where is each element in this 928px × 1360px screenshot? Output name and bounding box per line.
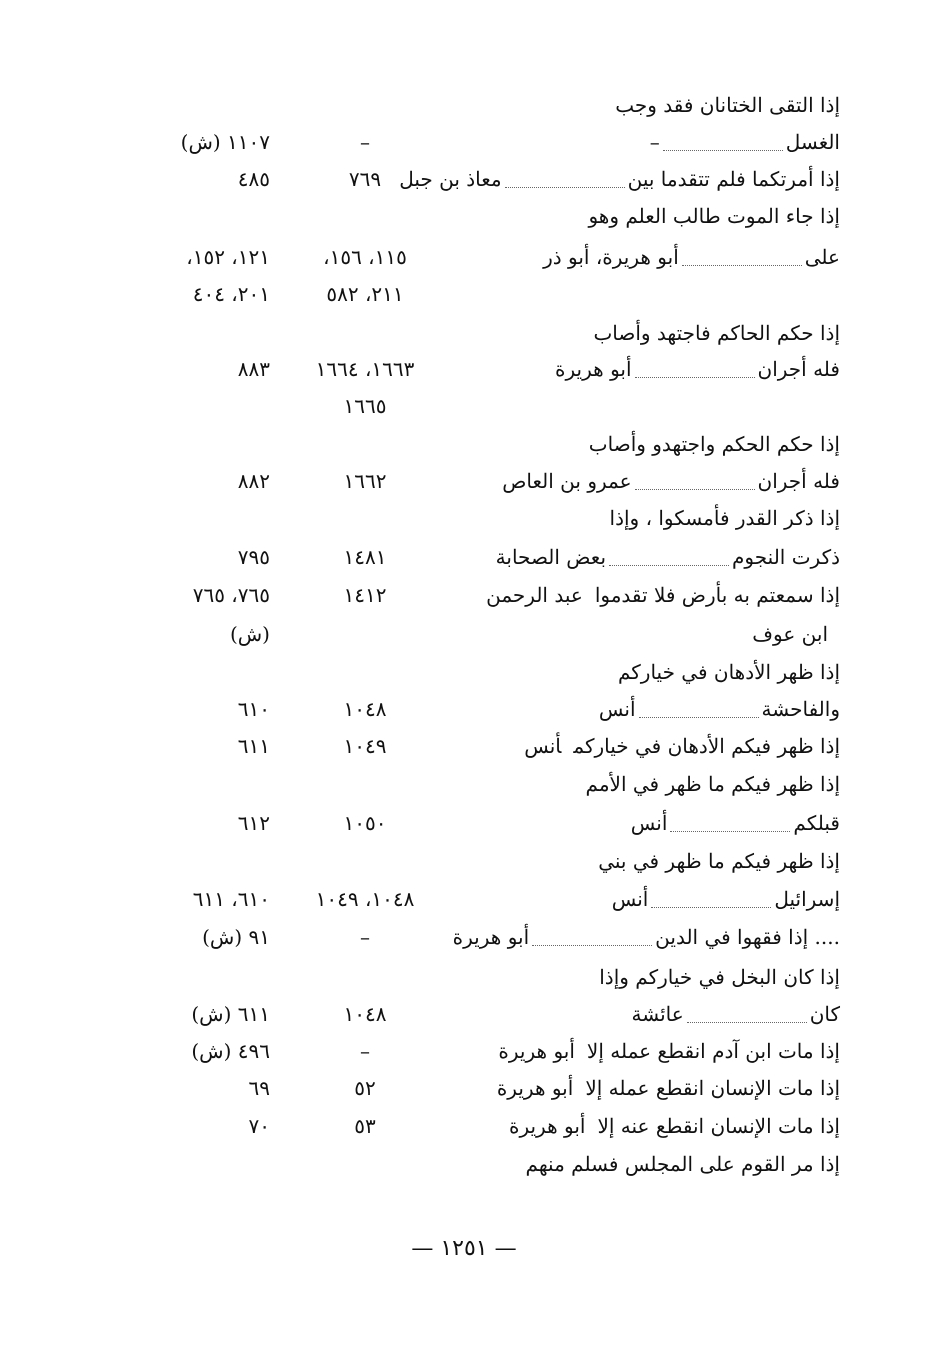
hadith-number: ١٦٦٥ <box>343 394 387 418</box>
hadith-opening-text: إذا ظهر فيكم ما ظهر في بني <box>598 849 840 873</box>
index-entry-row <box>150 277 840 311</box>
leader-dots <box>505 173 625 188</box>
leader-dots <box>639 703 759 718</box>
index-entry-row <box>150 125 840 159</box>
index-entry-row <box>150 578 840 612</box>
page-reference: ٦١١ <box>237 734 270 758</box>
entry-text <box>586 844 840 878</box>
hadith-opening-text: إذا أمرتكما فلم تتقدما بين <box>627 167 840 191</box>
leader-dots <box>532 931 652 946</box>
index-entry-row <box>150 729 840 763</box>
narrator-name: عائشة <box>631 1002 684 1026</box>
index-entry-row <box>150 427 840 461</box>
entry-text <box>496 540 840 574</box>
entry-text <box>576 199 840 233</box>
index-entry-row <box>150 464 840 498</box>
narrator-name: أبو هريرة <box>498 1039 575 1063</box>
hadith-number: ١٤١٢ <box>343 583 387 607</box>
hadith-opening-text: والفاحشة <box>761 697 840 721</box>
entry-text <box>577 427 840 461</box>
index-entry-row <box>150 352 840 386</box>
page-reference: ٦٩ <box>248 1076 270 1100</box>
hadith-opening-text: إذا مات الإنسان انقطع عنه إلا <box>597 1114 840 1138</box>
hadith-opening-text: إذا ظهر فيكم ما ظهر في الأمم <box>585 772 840 796</box>
index-entry-row <box>150 316 840 350</box>
entry-text <box>502 464 840 498</box>
narrator-name: أنس <box>524 734 562 758</box>
index-entry-row <box>150 882 840 916</box>
hadith-opening-text: ذكرت النجوم <box>732 545 840 569</box>
page-reference: ٦١٠ <box>237 697 270 721</box>
leader-dots <box>635 363 755 378</box>
narrator-name: أبو هريرة، أبو ذر <box>543 245 679 269</box>
narrator-name: أبو هريرة <box>452 925 530 949</box>
hadith-opening-text: إذا ذكر القدر فأمسكوا ، وإذا <box>609 506 840 530</box>
hadith-opening-text: إذا حكم الحاكم فاجتهد وأصاب <box>593 321 840 345</box>
page-reference: ٨٨٣ <box>237 357 270 381</box>
hadith-opening-text: إذا كان البخل في خياركم وإذا <box>599 965 840 989</box>
page-reference: ٦١٢ <box>237 811 270 835</box>
leader-dots <box>663 136 783 151</box>
index-entry-row <box>150 501 840 535</box>
page-reference: ٧٠ <box>248 1114 270 1138</box>
hadith-number: ١٠٤٨، ١٠٤٩ <box>315 887 415 911</box>
index-entry-row <box>150 88 840 122</box>
entry-text <box>606 655 840 689</box>
hadith-opening-text: إذا سمعتم به بأرض فلا تقدموا <box>594 583 840 607</box>
entry-text <box>524 729 840 763</box>
index-entry-row <box>150 806 840 840</box>
index-entry-row <box>150 1147 840 1181</box>
leader-dots <box>670 817 790 832</box>
entry-text <box>603 88 840 122</box>
entry-text <box>486 578 840 612</box>
page-reference: ٤٨٥ <box>237 167 270 191</box>
entry-text <box>543 240 840 274</box>
index-entry-row <box>150 540 840 574</box>
index-entry-row <box>150 692 840 726</box>
index-entry-row <box>150 997 840 1031</box>
narrator-name: ابن عوف <box>752 622 828 646</box>
narrator-name: معاذ بن جبل <box>399 167 502 191</box>
index-entry-row <box>150 240 840 274</box>
hadith-opening-text: قبلكم <box>793 811 840 835</box>
entry-text <box>453 920 840 954</box>
hadith-opening-text: إذا مات الإنسان انقطع عمله إلا <box>585 1076 840 1100</box>
hadith-opening-text: إذا ظهر الأدهان في خياركم <box>617 660 840 684</box>
hadith-number: ١٠٤٩ <box>343 734 387 758</box>
hadith-number: ٧٦٩ <box>348 167 382 191</box>
page-reference: ٦١١ (ش) <box>191 1002 270 1026</box>
index-entry-row <box>150 1071 840 1105</box>
narrator-name: أنس <box>630 811 668 835</box>
index-entry-row <box>150 389 840 423</box>
index-entry-row <box>150 960 840 994</box>
hadith-opening-text: على <box>804 245 840 269</box>
page-number: — ١٢٥١ — <box>411 1236 517 1261</box>
hadith-opening-text: إذا التقى الختانان فقد وجب <box>615 93 840 117</box>
entry-text <box>650 125 840 159</box>
narrator-name: أنس <box>598 697 636 721</box>
leader-dots <box>687 1008 807 1023</box>
hadith-opening-text: إذا حكم الحكم واجتهدو وأصاب <box>588 432 840 456</box>
index-entry-row <box>150 162 840 196</box>
entry-text <box>581 316 840 350</box>
entry-text <box>828 389 840 423</box>
leader-dots <box>635 475 755 490</box>
page-reference: ٦١٠، ٦١١ <box>192 887 270 911</box>
index-entry-row <box>150 1109 840 1143</box>
narrator-name: أنس <box>611 887 649 911</box>
index-entry-row <box>150 1034 840 1068</box>
narrator-name: أبو هريرة <box>508 1114 586 1138</box>
entry-text <box>555 352 840 386</box>
narrator-name: أبو هريرة <box>555 357 632 381</box>
hadith-opening-text: كان <box>809 1002 840 1026</box>
leader-dots <box>651 893 771 908</box>
hadith-number: – <box>360 925 370 949</box>
entry-text <box>612 882 840 916</box>
hadith-number: ٢١١، ٥٨٢ <box>326 282 404 306</box>
hadith-number: ٥٢ <box>354 1076 376 1100</box>
entry-text <box>574 767 840 801</box>
hadith-number: ١٠٤٨ <box>343 1002 387 1026</box>
hadith-opening-text: فله أجران <box>757 357 840 381</box>
entry-text <box>598 501 840 535</box>
narrator-name: عبد الرحمن <box>486 583 583 607</box>
entry-text <box>752 617 840 651</box>
entry-text <box>509 1109 840 1143</box>
page-reference: ٢٠١، ٤٠٤ <box>192 282 270 306</box>
hadith-number: ١٦٦٢ <box>343 469 387 493</box>
page-reference: ٩١ (ش) <box>202 925 270 949</box>
hadith-opening-text: إذا مات ابن آدم انقطع عمله إلا <box>586 1039 840 1063</box>
hadith-opening-text: إذا جاء الموت طالب العلم وهو <box>588 204 840 228</box>
hadith-opening-text: إسرائيل <box>774 887 840 911</box>
page-reference: ٧٩٥ <box>237 545 270 569</box>
hadith-opening-text: .... إذا فقهوا في الدين <box>655 925 840 949</box>
page-reference: ١٢١، ١٥٢، <box>186 245 270 269</box>
entry-text <box>599 692 840 726</box>
hadith-number: ١٠٥٠ <box>343 811 387 835</box>
hadith-number: – <box>360 130 370 154</box>
index-entry-row <box>150 199 840 233</box>
page-reference: ٨٨٢ <box>237 469 270 493</box>
entry-text <box>497 1071 840 1105</box>
entry-text <box>399 162 840 196</box>
leader-dots <box>609 551 729 566</box>
hadith-number: – <box>360 1039 370 1063</box>
page-reference: ١١٠٧ (ش) <box>180 130 270 154</box>
narrator-name: أبو هريرة <box>496 1076 574 1100</box>
index-entry-row <box>150 844 840 878</box>
hadith-opening-text: فله أجران <box>757 469 840 493</box>
leader-dots <box>682 251 802 266</box>
hadith-opening-text: إذا ظهر فيكم الأدهان في خياركم <box>573 734 840 758</box>
entry-text <box>828 277 840 311</box>
page-reference: ٧٦٥، ٧٦٥ <box>192 583 270 607</box>
narrator-name: – <box>649 130 660 154</box>
hadith-number: ١١٥، ١٥٦، <box>323 245 407 269</box>
narrator-name: بعض الصحابة <box>495 545 607 569</box>
page-reference: (ش) <box>229 622 270 646</box>
entry-text <box>632 997 840 1031</box>
hadith-opening-text: إذا مر القوم على المجلس فسلم منهم <box>525 1152 840 1176</box>
index-entry-row <box>150 655 840 689</box>
entry-text <box>498 1034 840 1068</box>
hadith-number: ١٦٦٣، ١٦٦٤ <box>315 357 415 381</box>
index-entry-row <box>150 767 840 801</box>
narrator-name: عمرو بن العاص <box>502 469 632 493</box>
entry-text <box>587 960 840 994</box>
page-reference: ٤٩٦ (ش) <box>191 1039 270 1063</box>
hadith-number: ٥٣ <box>354 1114 376 1138</box>
index-entry-row <box>150 617 840 651</box>
hadith-opening-text: الغسل <box>785 130 840 154</box>
hadith-number: ١٤٨١ <box>343 545 387 569</box>
entry-text <box>631 806 840 840</box>
index-entry-row <box>150 920 840 954</box>
entry-text <box>514 1147 840 1181</box>
hadith-number: ١٠٤٨ <box>343 697 387 721</box>
